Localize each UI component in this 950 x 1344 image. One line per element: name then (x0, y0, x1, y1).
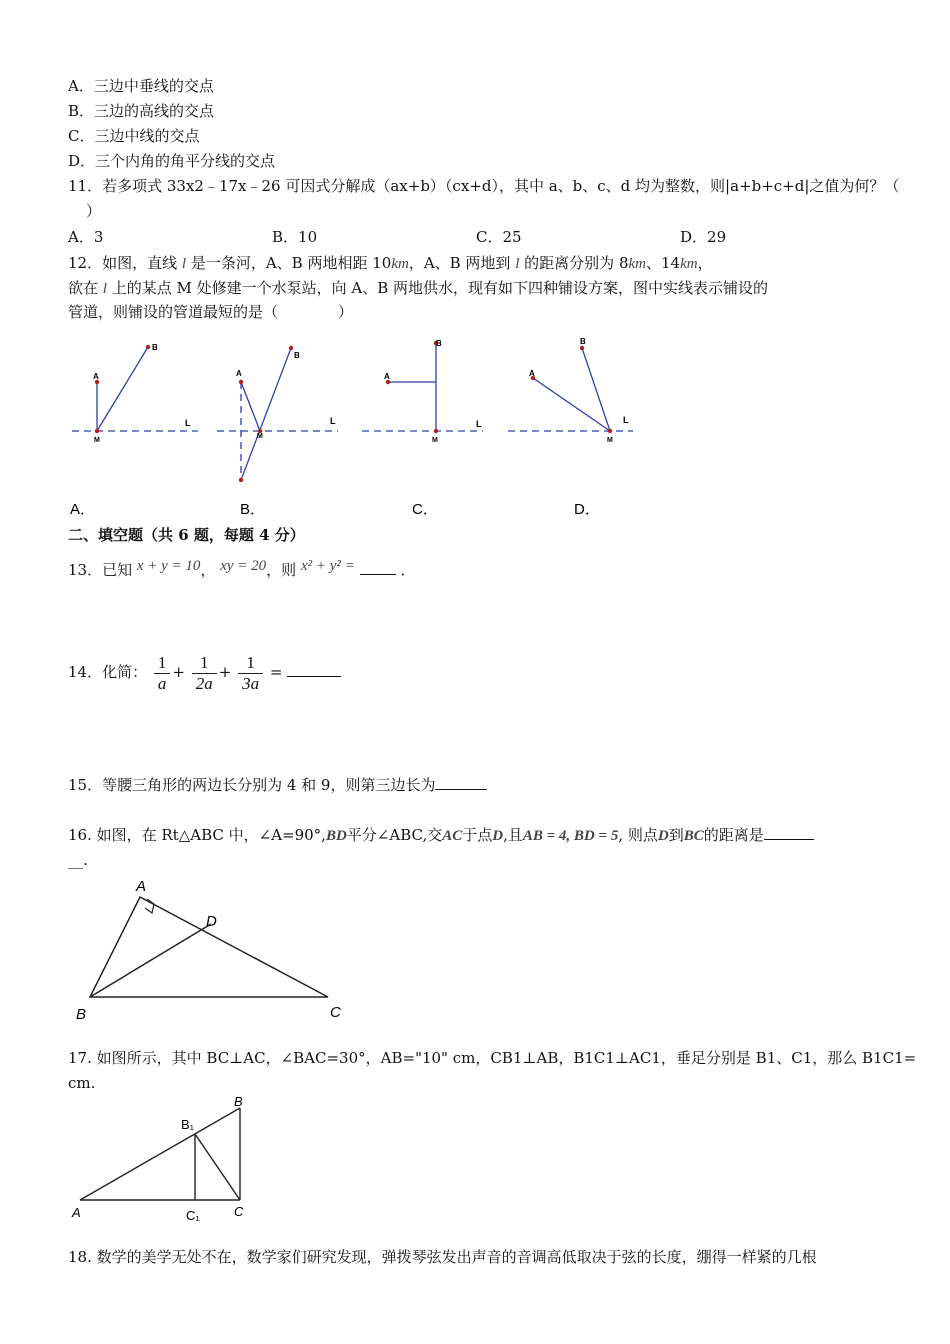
fraction (192, 653, 217, 694)
river-symbol: l (102, 281, 107, 297)
point-a-label: A (93, 372, 99, 381)
q16-text: 于点 (462, 826, 493, 844)
segment-bc: BC (683, 828, 704, 844)
q13-eq2: xy = 20 (220, 558, 267, 574)
point-a-label: A (72, 1205, 81, 1220)
q10-option-d: D．三个内角的角平分线的交点 (68, 152, 276, 170)
q16-text: 平分∠ABC,交 (346, 826, 443, 844)
q12-figure-a (72, 343, 198, 444)
numerator: 1 (238, 653, 263, 674)
q16-text: , 则点 (618, 826, 658, 844)
point-c-label: C (330, 1004, 341, 1021)
q15-text: 15．等腰三角形的两边长分别为 4 和 9，则第三边长为 (68, 776, 436, 794)
point-b-label: B (234, 1094, 243, 1109)
q12-text: 的距离分别为 8 (524, 254, 629, 272)
point-m-label: M (94, 437, 100, 444)
q16-text: ,且 (503, 826, 523, 844)
point-b-label: B (436, 339, 442, 348)
q10-option-c: C．三边中线的交点 (68, 127, 200, 145)
q16-triangle-figure (68, 875, 358, 1025)
q15-answer-blank[interactable] (435, 775, 487, 790)
q18-stem: 18. 数学的美学无处不在，数学家们研究发现，弹拨琴弦发出声音的音调高低取决于弦的长度，绷得一样紧的几根 (68, 1248, 817, 1266)
line-l-label: L (185, 418, 191, 428)
point-c-label: C (234, 1204, 244, 1219)
q13-expr: x² + y² = (300, 558, 355, 574)
q12-figures (68, 330, 648, 520)
km-unit: km (680, 256, 698, 272)
q16-text: 16. 如图，在 Rt△ABC 中，∠A=90°, (68, 826, 326, 844)
q16-equation: AB = 4, BD = 5 (522, 828, 619, 844)
q12-figure-b (217, 346, 338, 482)
segment-bd: BD (325, 828, 347, 844)
point-a-label: A (384, 372, 390, 381)
q12-option-a-label: A． (70, 501, 96, 518)
q15 (68, 775, 487, 795)
numerator: 1 (192, 653, 217, 674)
q12-figure-d (508, 337, 633, 444)
point-a-label: A (236, 369, 242, 378)
q17-stem-line1: 17. 如图所示，其中 BC⊥AC，∠BAC=30°，AB="10" cm，CB1⊥AB，B1C1⊥AC1，垂足分别是 B1、C1，那么 B1C1= (68, 1049, 917, 1067)
q12-option-c-label: C． (412, 501, 438, 518)
section-heading: 二、填空题（共 6 题，每题 4 分） (68, 526, 305, 544)
km-unit: km (628, 256, 646, 272)
point-b-label: B (152, 343, 158, 352)
q13-comma: ， (200, 561, 216, 579)
denominator: 2a (195, 673, 213, 693)
denominator: a (157, 673, 167, 693)
point-m-label: M (257, 433, 263, 440)
q13-answer-blank[interactable] (360, 560, 396, 575)
plus-sign: + (218, 663, 232, 681)
q12-stem-line1 (68, 253, 713, 274)
q12-text: 12．如图，直线 (68, 254, 178, 272)
segment-ac: AC (442, 828, 463, 844)
point-d: D (657, 828, 669, 844)
q17-triangle-figure (68, 1092, 268, 1227)
q16-answer-blank[interactable] (764, 825, 814, 840)
q16-stem-line2: __. (68, 851, 88, 869)
q14-prefix: 14．化简： (68, 663, 148, 681)
q12-text: 欲在 (68, 279, 99, 297)
denominator: 3a (242, 673, 260, 693)
q16-stem-line1 (68, 825, 814, 846)
point-b-label: B (580, 337, 586, 346)
q13-prefix: 13．已知 (68, 561, 133, 579)
numerator: 1 (154, 653, 171, 674)
fraction (154, 653, 171, 694)
fraction (238, 653, 263, 694)
q16-text: 的距离是 (703, 826, 764, 844)
point-b-label: B (294, 351, 300, 360)
q12-text: 上的某点 M 处修建一个水泵站，向 A、B 两地供水，现有如下四种铺设方案，图中实线表示铺设的 (111, 279, 769, 297)
river-symbol: l (181, 256, 187, 272)
km-unit: km (391, 256, 409, 272)
plus-sign: + (172, 663, 185, 681)
equals-sign: = (269, 663, 283, 681)
point-m-label: M (607, 437, 613, 444)
line-l-label: L (476, 419, 482, 429)
river-symbol: l (515, 256, 520, 272)
q12-option-b-label: B． (240, 501, 266, 518)
q12-stem-line2 (68, 278, 768, 299)
q14 (68, 650, 341, 694)
q11-option-a: A．3 (68, 228, 104, 246)
q13 (68, 560, 415, 581)
q11-option-b: B．10 (272, 228, 318, 246)
q17-stem-line2: cm. (68, 1074, 96, 1092)
q11-stem-close: ） (86, 202, 102, 220)
q12-figure-c (362, 339, 483, 444)
point-m-label: M (432, 437, 438, 444)
q10-option-b: B．三边的高线的交点 (68, 102, 215, 120)
q12-text: 、14 (645, 254, 681, 272)
q16-text: 到 (668, 826, 684, 844)
point-c1-label: C₁ (186, 1208, 200, 1223)
point-a-label: A (529, 369, 535, 378)
q12-option-d-label: D． (574, 501, 600, 518)
q13-end: ． (400, 561, 416, 579)
line-l-label: L (623, 415, 629, 425)
q12-text: ， (697, 254, 713, 272)
point-d-label: D (206, 913, 217, 930)
q14-answer-blank[interactable] (287, 662, 341, 677)
q13-eq1: x + y = 10 (136, 558, 201, 574)
point-b1-label: B₁ (181, 1117, 195, 1132)
q12-text: 是一条河，A、B 两地相距 10 (190, 254, 392, 272)
q11-stem: 11．若多项式 33x2﹣17x﹣26 可因式分解成（ax+b）（cx+d），其中 a、b、c、d 均为整数，则|a+b+c+d|之值为何？（ (68, 177, 900, 195)
q11-option-d: D．29 (680, 228, 727, 246)
line-l-label: L (330, 416, 336, 426)
q13-then: ，则 (266, 561, 297, 579)
point-d: D (492, 828, 504, 844)
point-a-label: A (136, 878, 147, 895)
q12-stem-line3: 管道，则铺设的管道最短的是（ ） (68, 303, 354, 321)
q11-option-c: C．25 (476, 228, 522, 246)
q12-text: ，A、B 两地到 (408, 254, 511, 272)
q10-option-a: A．三边中垂线的交点 (68, 77, 214, 95)
point-b-label: B (76, 1006, 87, 1023)
